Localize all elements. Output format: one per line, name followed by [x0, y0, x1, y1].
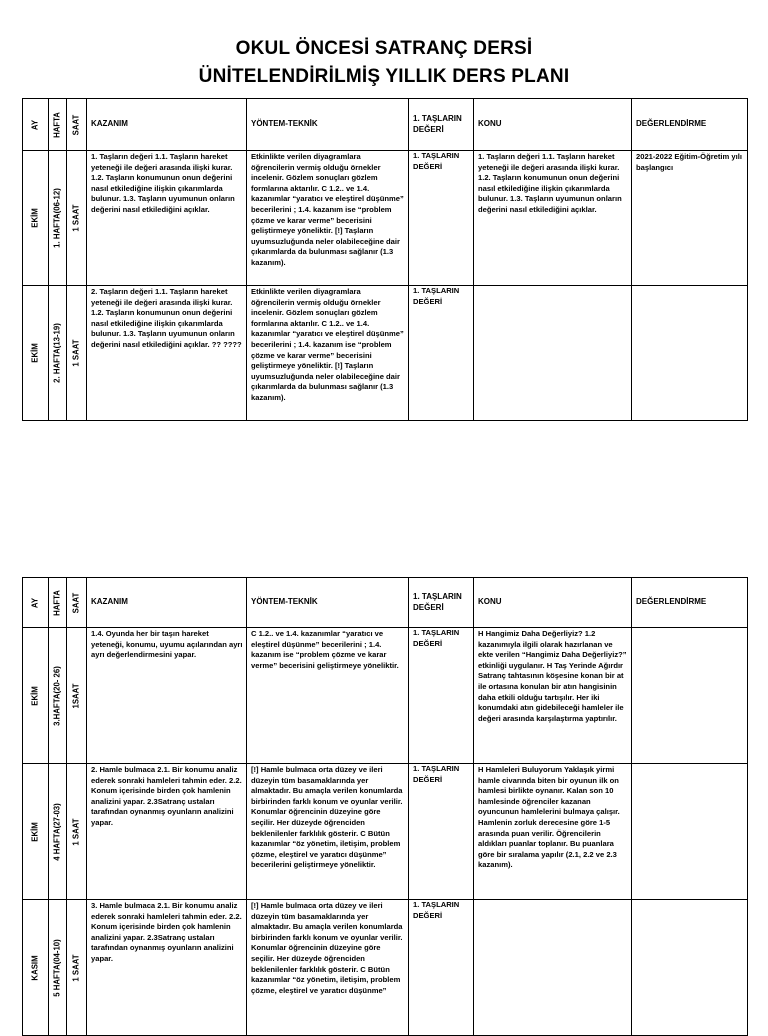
cell-ay: EKİM: [23, 151, 49, 286]
table-row: [23, 286, 748, 421]
cell-saat: 1 SAAT: [67, 286, 87, 421]
header-yontem: YÖNTEM-TEKNİK: [247, 99, 409, 151]
cell-deger: 1. TAŞLARIN DEĞERİ: [409, 151, 474, 286]
cell-saat: 1 SAAT: [67, 151, 87, 286]
cell-konu: [474, 900, 632, 1036]
cell-yontem: [!] Hamle bulmaca orta düzey ve ileri düzeyin tüm basamaklarında yer almaktadır. Bu amaçla verilen konumlarda birbirinden farklı konum ve oyunlar verilir. Konumlar öğrencinin düzeyine göre seçilir. Her düzeyde öğrenciden beklenilenler farklılık gösterir. C Bütün kazanımlar “öz yönetim, iletişim, problem çözme, eleştirel ve yaratıcı düşünme” becerilerini geliştirmeye yöneliktir.: [247, 764, 409, 900]
cell-ay: EKİM: [23, 286, 49, 421]
cell-saat: 1 SAAT: [67, 764, 87, 900]
header-row: [23, 99, 748, 151]
header-degerlendirme: DEĞERLENDİRME: [632, 99, 748, 151]
cell-ay: EKİM: [23, 628, 49, 764]
cell-konu: H Hamleleri Buluyorum Yaklaşık yirmi hamle civarında biten bir oyunun ilk on hamlesi birlikte oynanır. Kalan son 10 hamlesinde öğrenciler kazanan oyuncunun hamlelerini bulmaya çalışır. Hamlenin zorluk derecesine göre 1-5 arasında puan verilir. Öğrencilerin aldıkları puanlar toplanır. Bu puanlara göre bir sıralama yapılır (2.1, 2.2 ve 2.3 kazanım).: [474, 764, 632, 900]
header-saat: SAAT: [67, 578, 87, 628]
cell-deger: 1. TAŞLARIN DEĞERİ: [409, 628, 474, 764]
header-ay: AY: [23, 578, 49, 628]
header-kazanim: KAZANIM: [87, 578, 247, 628]
table-row: [23, 628, 748, 764]
document-title-line2: ÜNİTELENDİRİLMİŞ YILLIK DERS PLANI: [198, 66, 570, 87]
cell-hafta: 1. HAFTA(06-12): [49, 151, 67, 286]
cell-hafta: 5 HAFTA(04-10): [49, 900, 67, 1036]
cell-degerlendirme: [632, 628, 748, 764]
cell-konu: [474, 286, 632, 421]
cell-ay: KASIM: [23, 900, 49, 1036]
header-saat: SAAT: [67, 99, 87, 151]
cell-deger: 1. TAŞLARIN DEĞERİ: [409, 286, 474, 421]
cell-kazanim: 3. Hamle bulmaca 2.1. Bir konumu analiz ederek sonraki hamleleri tahmin eder. 2.2. Konum içerisinde birden çok hamlenin analizini yapar. 2.3Satranç ustaları tarafından oynanmış oyunların analizini yapar.: [87, 900, 247, 1036]
header-degerlendirme: DEĞERLENDİRME: [632, 578, 748, 628]
cell-kazanim: 1.4. Oyunda her bir taşın hareket yeteneği, konumu, uyumu açılarından ayrı ayrı değerlendirmesini yapar.: [87, 628, 247, 764]
cell-deger: 1. TAŞLARIN DEĞERİ: [409, 764, 474, 900]
plan-table-2: [22, 577, 748, 1036]
cell-hafta: 4 HAFTA(27-03): [49, 764, 67, 900]
cell-kazanim: 2. Hamle bulmaca 2.1. Bir konumu analiz ederek sonraki hamleleri tahmin eder. 2.2. Konum içerisinde birden çok hamlenin analizini yapar. 2.3Satranç ustaları tarafından oynanmış oyunların analizini yapar.: [87, 764, 247, 900]
table-row: [23, 764, 748, 900]
header-hafta: HAFTA: [49, 578, 67, 628]
document-title-line1: OKUL ÖNCESİ SATRANÇ DERSİ: [235, 38, 533, 59]
header-hafta: HAFTA: [49, 99, 67, 151]
table-row: [23, 151, 748, 286]
cell-degerlendirme: [632, 286, 748, 421]
cell-degerlendirme: [632, 900, 748, 1036]
cell-konu: H Hangimiz Daha Değerliyiz? 1.2 kazanımıyla ilgili olarak hazırlanan ve ekte verilen “Hangimiz Daha Değerliyiz?” etkinliği uygulanır. H Taş Yerinde Ağırdır Satranç tahtasının köşesine konan bir at ile ortasına konulan bir atın hangisinin daha etkili olduğu tartışılır. Her iki konumdaki atın gidebileceği hamleler ile değeri arasında karşılaştırma yaptırılır.: [474, 628, 632, 764]
cell-yontem: C 1.2.. ve 1.4. kazanımlar “yaratıcı ve eleştirel düşünme” becerilerini ; 1.4. kazanım ise “problem çözme ve karar verme” becerisini geliştirmeye yöneliktir.: [247, 628, 409, 764]
cell-saat: 1SAAT: [67, 628, 87, 764]
header-row: [23, 578, 748, 628]
header-konu: KONU: [474, 578, 632, 628]
cell-kazanim: 2. Taşların değeri 1.1. Taşların hareket yeteneği ile değeri arasında ilişki kurar. 1.2. Taşların konumunun onun değerini nasıl etkilediğine ilişkin çıkarımlarda bulunur. 1.3. Taşların uyumunun onların değerini nasıl etkilediğini açıklar. ?? ????: [87, 286, 247, 421]
cell-ay: EKİM: [23, 764, 49, 900]
header-deger: 1. TAŞLARIN DEĞERİ: [409, 578, 474, 628]
cell-deger: 1. TAŞLARIN DEĞERİ: [409, 900, 474, 1036]
cell-yontem: [!] Hamle bulmaca orta düzey ve ileri düzeyin tüm basamaklarında yer almaktadır. Bu amaçla verilen konumlarda birbirinden farklı konum ve oyunlar verilir. Konumlar öğrencinin düzeyine göre seçilir. Her düzeyde öğrenciden beklenilenler farklılık gösterir. C Bütün kazanımlar “öz yönetim, iletişim, problem çözme, eleştirel ve yaratıcı düşünme”: [247, 900, 409, 1036]
cell-kazanim: 1. Taşların değeri 1.1. Taşların hareket yeteneği ile değeri arasında ilişki kurar. 1.2. Taşların konumunun onun değerini nasıl etkilediğine ilişkin çıkarımlarda bulunur. 1.3. Taşların uyumunun onların değerini nasıl etkilediğini açıklar.: [87, 151, 247, 286]
header-yontem: YÖNTEM-TEKNİK: [247, 578, 409, 628]
header-kazanim: KAZANIM: [87, 99, 247, 151]
header-deger: 1. TAŞLARIN DEĞERİ: [409, 99, 474, 151]
plan-table-1: [22, 98, 748, 421]
cell-degerlendirme: 2021-2022 Eğitim-Öğretim yılı başlangıcı: [632, 151, 748, 286]
cell-hafta: 2. HAFTA(13-19): [49, 286, 67, 421]
cell-konu: 1. Taşların değeri 1.1. Taşların hareket yeteneği ile değeri arasında ilişki kurar. 1.2. Taşların konumunun onun değerini nasıl etkilediğine ilişkin çıkarımlarda bulunur. 1.3. Taşların uyumunun onların değerini nasıl etkilediğini açıklar.: [474, 151, 632, 286]
cell-hafta: 3.HAFTA(20- 26): [49, 628, 67, 764]
cell-degerlendirme: [632, 764, 748, 900]
table-row: [23, 900, 748, 1036]
cell-yontem: Etkinlikte verilen diyagramlara öğrencilerin vermiş olduğu örnekler incelenir. Gözlem sonuçları gözlem formlarına aktarılır. C 1.2.. ve 1.4. kazanımlar “yaratıcı ve eleştirel düşünme” becerilerini ; 1.4. kazanım ise “problem çözme ve karar verme” becerisini geliştirmeye yöneliktir. [!] Taşların uyumsuzluğunda neler olabileceğine dair çıkarımlarda da bulunması sağlanır (1.3 kazanım).: [247, 151, 409, 286]
header-konu: KONU: [474, 99, 632, 151]
cell-yontem: Etkinlikte verilen diyagramlara öğrencilerin vermiş olduğu örnekler incelenir. Gözlem sonuçları gözlem formlarına aktarılır. C 1.2.. ve 1.4. kazanımlar “yaratıcı ve eleştirel düşünme” becerilerini ; 1.4. kazanım ise “problem çözme ve karar verme” becerisini geliştirmeye yöneliktir. [!] Taşların uyumsuzluğunda neler olabileceğine dair çıkarımlarda da bulunması sağlanır (1.3 kazanım).: [247, 286, 409, 421]
header-ay: AY: [23, 99, 49, 151]
cell-saat: 1 SAAT: [67, 900, 87, 1036]
